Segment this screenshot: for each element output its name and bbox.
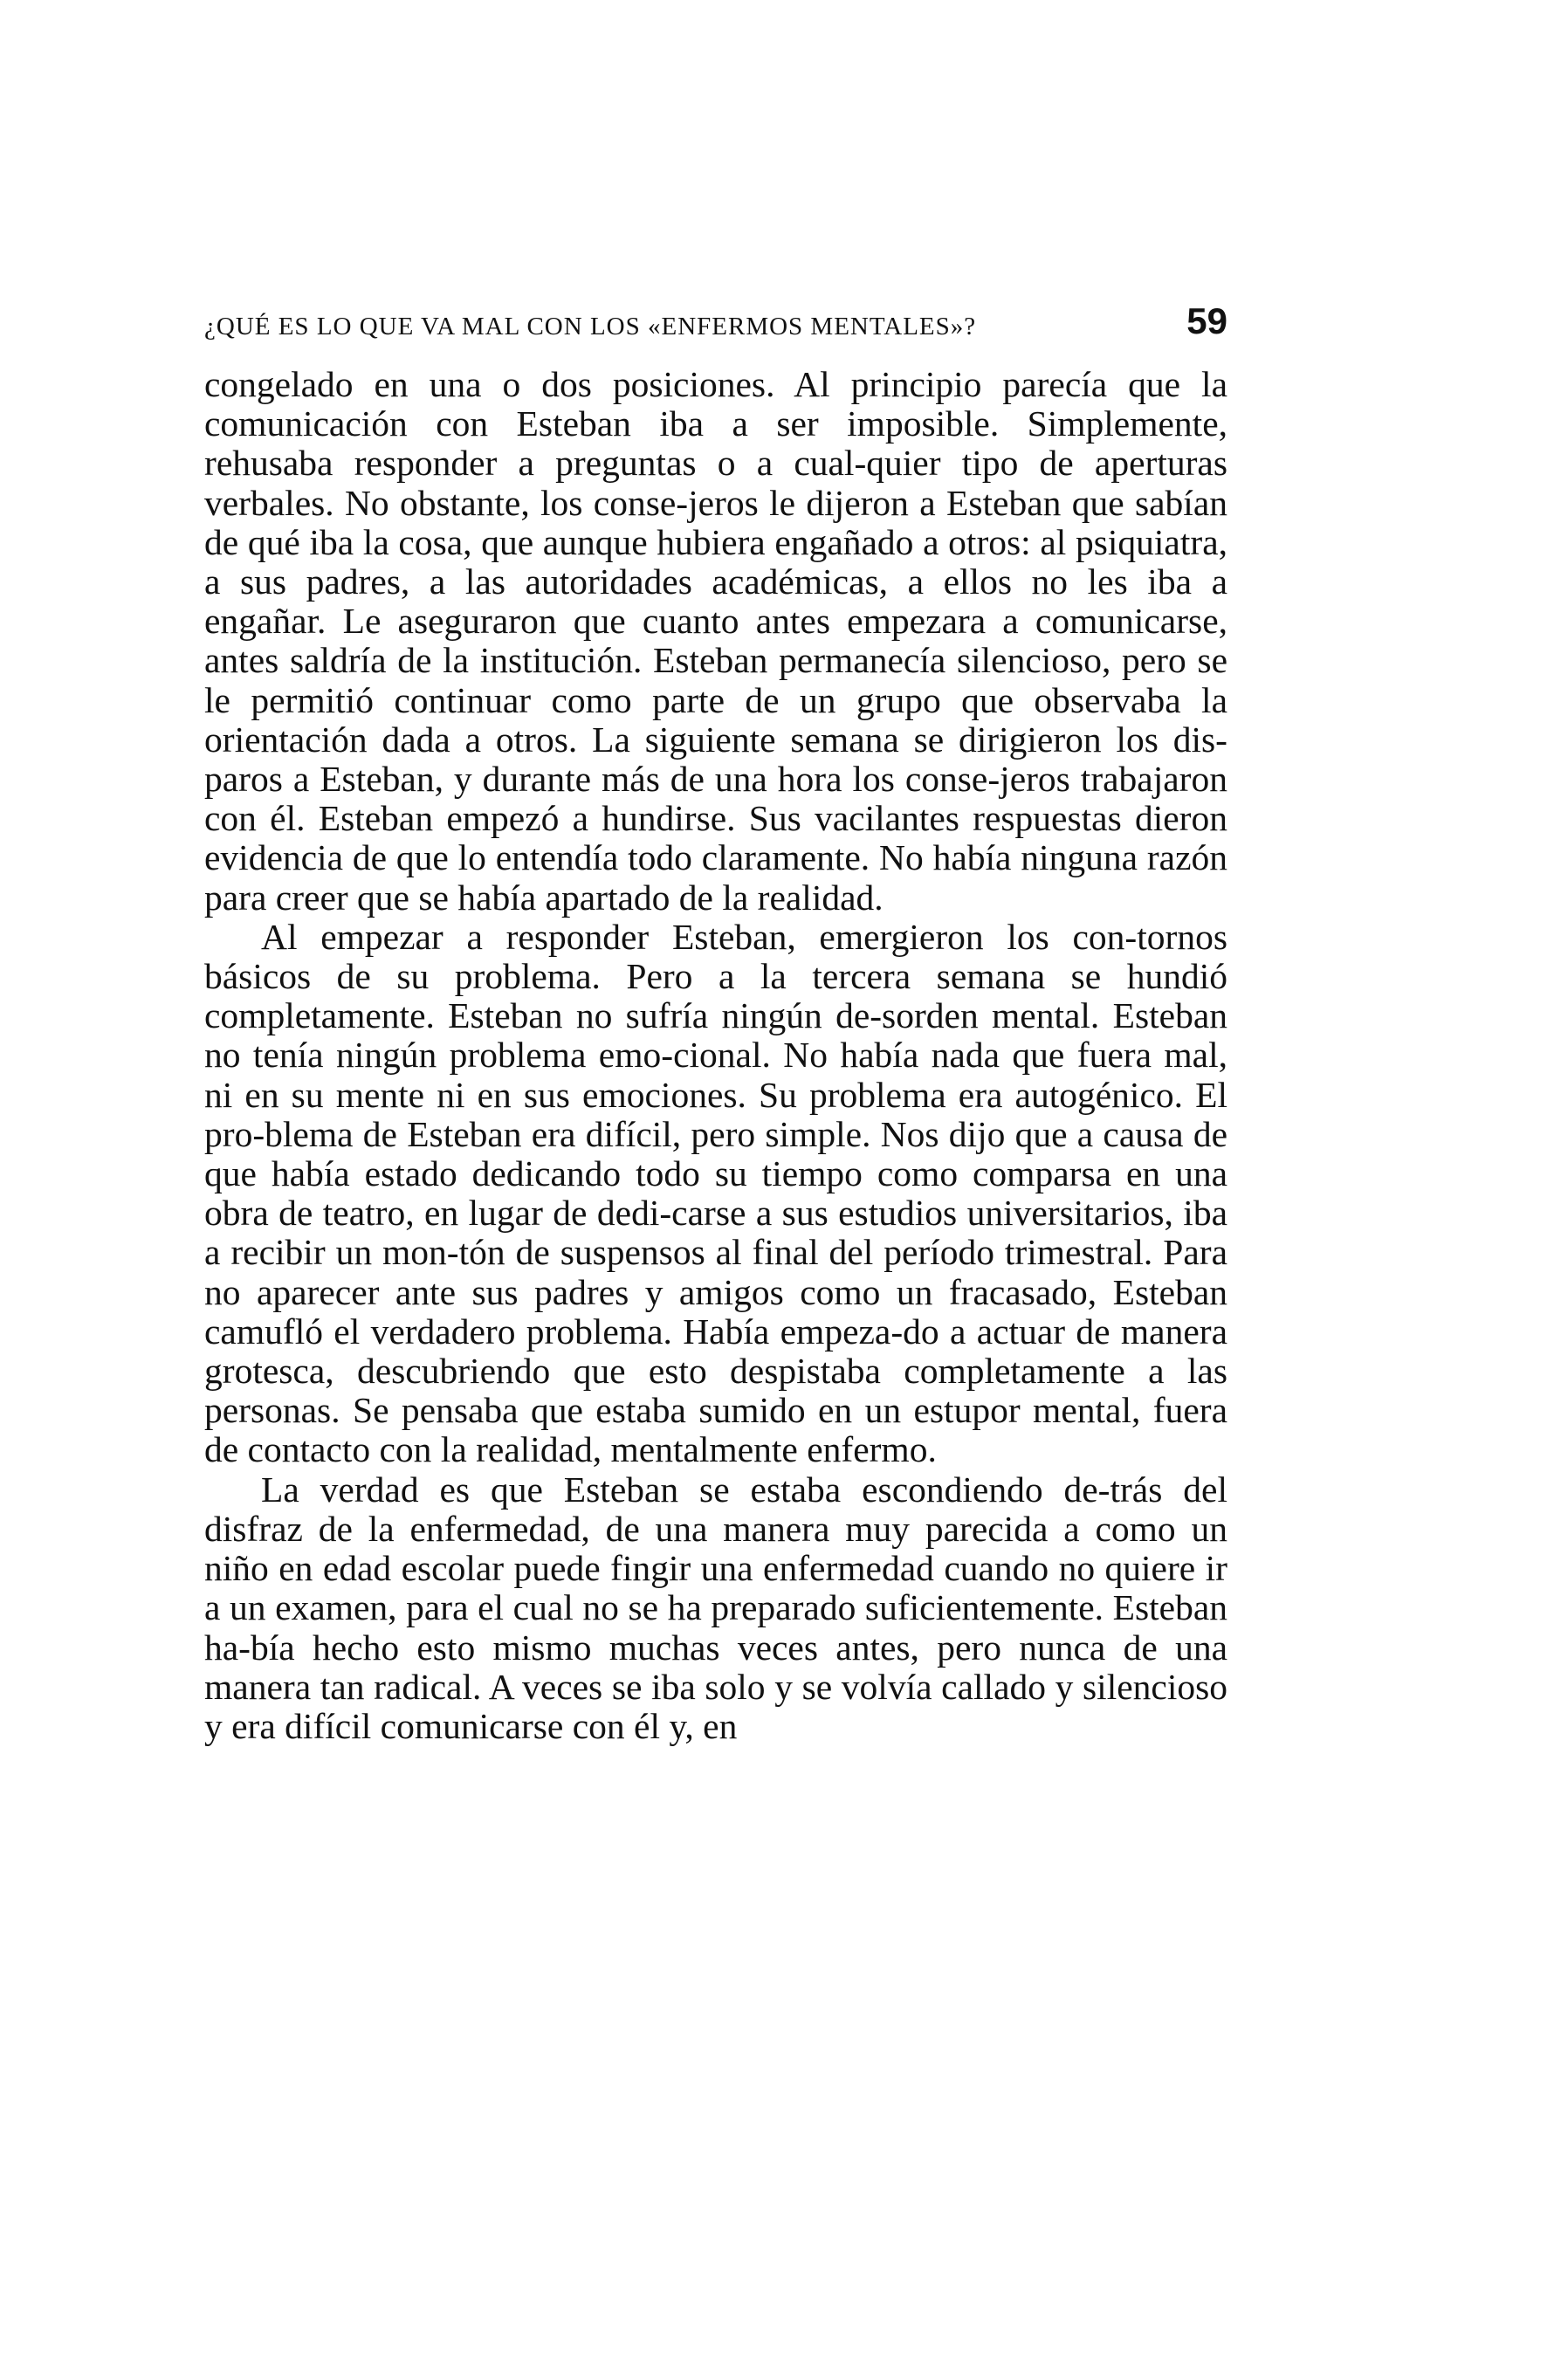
book-page <box>204 293 1227 1746</box>
paragraph-1: congelado en una o dos posiciones. Al principio parecía que la comunicación con Esteban iba a ser imposible. Simplemente, rehusaba responder a preguntas o a cual-quier tipo de aperturas verbales. No obstante, los conse-jeros le dijeron a Esteban que sabían de qué iba la cosa, que aunque hubiera engañado a otros: al psiquiatra, a sus padres, a las autoridades académicas, a ellos no les iba a engañar. Le aseguraron que cuanto antes empezara a comunicarse, antes saldría de la institución. Esteban permanecía silencioso, pero se le permitió continuar como parte de un grupo que observaba la orientación dada a otros. La siguiente semana se dirigieron los dis-paros a Esteban, y durante más de una hora los conse-jeros trabajaron con él. Esteban empezó a hundirse. Sus vacilantes respuestas dieron evidencia de que lo entendía todo claramente. No había ninguna razón para creer que se había apartado de la realidad. <box>204 364 1227 918</box>
body-text <box>204 365 1227 1746</box>
running-title: ¿QUÉ ES LO QUE VA MAL CON LOS «ENFERMOS MENTALES»? <box>204 313 977 340</box>
running-head <box>204 293 1227 346</box>
paragraph-3: La verdad es que Esteban se estaba escondiendo de-trás del disfraz de la enfermedad, de una manera muy parecida a como un niño en edad escolar puede fingir una enfermedad cuando no quiere ir a un examen, para el cual no se ha preparado suficientemente. Esteban ha-bía hecho esto mismo muchas veces antes, pero nunca de una manera tan radical. A veces se iba solo y se volvía callado y silencioso y era difícil comunicarse con él y, en <box>204 1469 1227 1746</box>
page-number: 59 <box>1186 300 1227 341</box>
paragraph-2: Al empezar a responder Esteban, emergieron los con-tornos básicos de su problema. Pero a la tercera semana se hundió completamente. Esteban no sufría ningún de-sorden mental. Esteban no tenía ningún problema emo-cional. No había nada que fuera mal, ni en su mente ni en sus emociones. Su problema era autogénico. El pro-blema de Esteban era difícil, pero simple. Nos dijo que a causa de que había estado dedicando todo su tiempo como comparsa en una obra de teatro, en lugar de dedi-carse a sus estudios universitarios, iba a recibir un mon-tón de suspensos al final del período trimestral. Para no aparecer ante sus padres y amigos como un fracasado, Esteban camufló el verdadero problema. Había empeza-do a actuar de manera grotesca, descubriendo que esto despistaba completamente a las personas. Se pensaba que estaba sumido en un estupor mental, fuera de contacto con la realidad, mentalmente enfermo. <box>204 916 1227 1470</box>
